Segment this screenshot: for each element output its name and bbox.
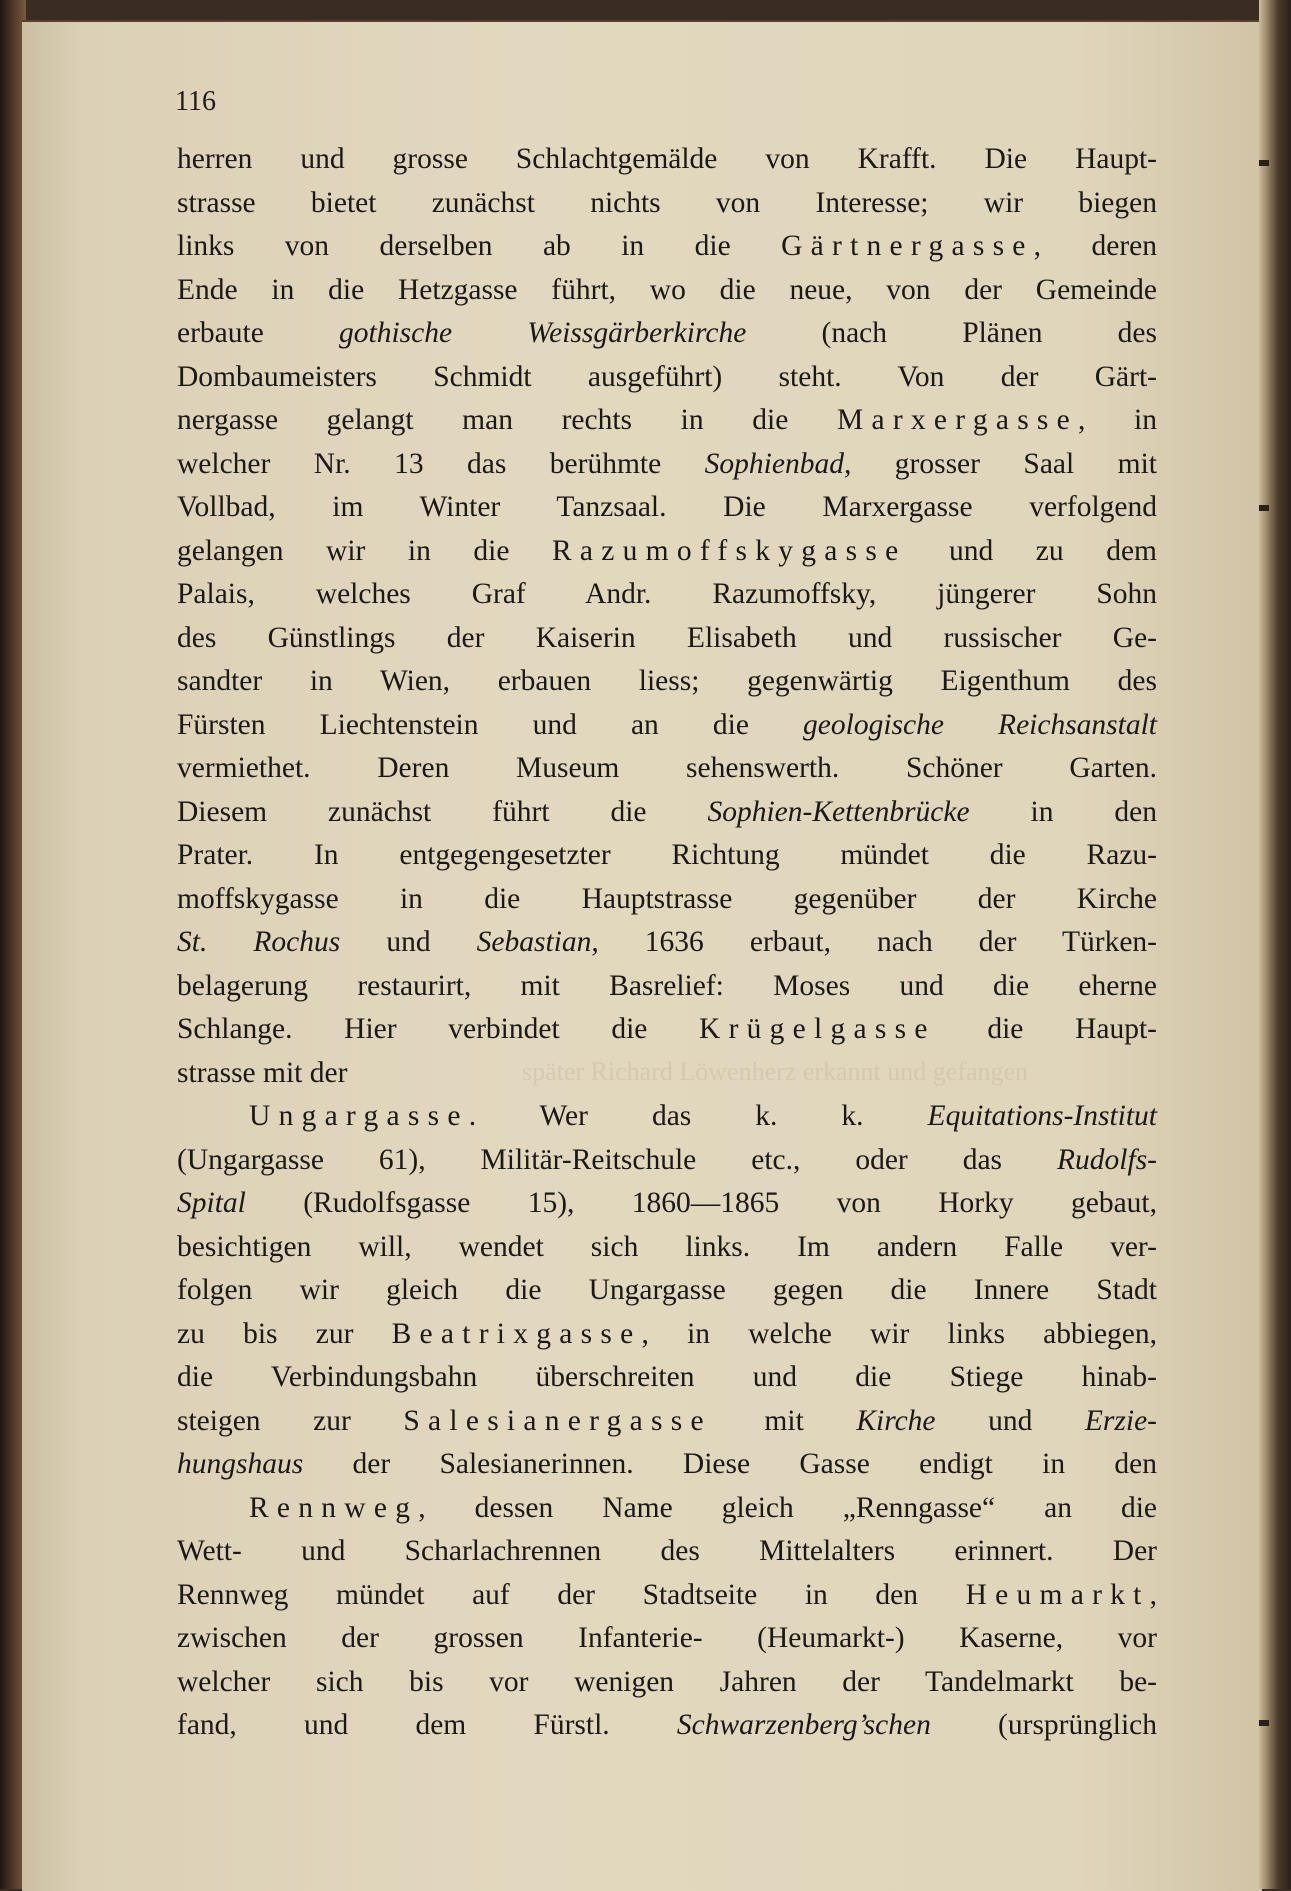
text-line <box>177 356 1157 400</box>
text-run: und zu dem <box>906 534 1157 567</box>
text-line <box>177 878 1157 922</box>
spaced-street-name: Marxergasse <box>836 404 1079 436</box>
text-line <box>177 573 1157 617</box>
text-run: Prater. In entgegengesetzter Richtung mündet die Razu- <box>177 839 1157 871</box>
text-line <box>177 530 1157 574</box>
spaced-street-name: Rennweg <box>249 1491 419 1524</box>
text-run: Ende in die Hetzgasse führt, wo die neue, von der Gemeinde <box>177 273 1157 306</box>
text-line <box>177 399 1157 443</box>
text-line <box>177 1095 1157 1139</box>
italic-text: Schwarzenberg’schen <box>676 1709 931 1741</box>
text-run: Vollbad, im Winter Tanzsaal. Die Marxergasse verfolgend <box>177 491 1157 523</box>
text-line <box>177 269 1157 313</box>
text-run: Schlange. Hier verbindet die <box>177 1013 700 1045</box>
text-line <box>177 1617 1157 1661</box>
italic-text: Sophien-Kettenbrücke <box>707 795 970 828</box>
text-run: 1636 erbaut, nach der Türken- <box>598 926 1157 958</box>
text-run: , dessen Name gleich „Renngasse“ an die <box>418 1491 1157 1524</box>
text-line <box>177 225 1157 269</box>
text-line <box>177 138 1157 182</box>
text-line <box>177 1530 1157 1574</box>
italic-text: Rudolfs- <box>1057 1143 1157 1176</box>
text-run: folgen wir gleich die Ungargasse gegen die Innere Stadt <box>177 1274 1157 1306</box>
italic-text: Spital <box>177 1187 246 1219</box>
text-line <box>177 1182 1157 1226</box>
text-run: zwischen der grossen Infanterie- (Heumarkt-) Kaserne, vor <box>177 1622 1157 1654</box>
italic-text: Kirche <box>856 1404 936 1437</box>
text-run: fand, und dem Fürstl. <box>177 1709 677 1741</box>
text-run: (Rudolfsgasse 15), 1860—1865 von Horky gebaut, <box>245 1187 1157 1219</box>
text-run: Wett- und Scharlachrennen des Mittelalters erinnert. Der <box>177 1535 1157 1567</box>
text-line <box>177 1052 1157 1096</box>
text-run: sandter in Wien, erbauen liess; gegenwärtig Eigenthum des <box>177 665 1157 697</box>
text-run: strasse bietet zunächst nichts von Interesse; wir biegen <box>177 186 1157 219</box>
text-run: welcher sich bis vor wenigen Jahren der Tandelmarkt be- <box>177 1665 1157 1698</box>
book-edge-right <box>1259 0 1291 1889</box>
edge-marker <box>1259 160 1269 166</box>
italic-text: hungshaus <box>177 1448 304 1480</box>
text-run: besichtigen will, wendet sich links. Im andern Falle ver- <box>177 1230 1157 1263</box>
text-run: welcher Nr. 13 das berühmte <box>177 447 705 480</box>
text-line <box>177 834 1157 878</box>
spaced-street-name: Gärtnergasse <box>781 230 1034 262</box>
text-run: Diesem zunächst führt die <box>177 795 708 828</box>
text-run: Dombaumeisters Schmidt ausgeführt) steht. Von der Gärt- <box>177 360 1157 393</box>
text-run: nergasse gelangt man rechts in die <box>177 404 837 436</box>
text-run: des Günstlings der Kaiserin Elisabeth und russischer Ge- <box>177 621 1157 654</box>
text-line <box>177 1574 1157 1618</box>
spaced-street-name: Salesianergasse <box>403 1404 712 1437</box>
text-run: , <box>1149 1578 1157 1611</box>
text-line <box>177 1356 1157 1400</box>
text-line <box>177 1269 1157 1313</box>
text-run: Rennweg mündet auf der Stadtseite in den <box>177 1578 966 1611</box>
text-line <box>177 965 1157 1009</box>
text-run: in den <box>969 795 1158 828</box>
italic-text: Equitations-Institut <box>927 1100 1157 1132</box>
text-line <box>177 1400 1157 1444</box>
text-run: moffskygasse in die Hauptstrasse gegenüber der Kirche <box>177 882 1157 915</box>
text-run: , in welche wir links abbiegen, <box>641 1317 1158 1350</box>
text-run: und <box>935 1404 1085 1437</box>
edge-marker <box>1259 505 1269 511</box>
spaced-street-name: Beatrixgasse <box>391 1317 642 1350</box>
text-line <box>177 1313 1157 1357</box>
text-run: , in <box>1078 404 1158 436</box>
text-run: , deren <box>1033 230 1157 262</box>
text-line <box>177 1704 1157 1748</box>
text-line <box>177 486 1157 530</box>
text-line <box>177 1487 1157 1531</box>
text-run: die Verbindungsbahn überschreiten und die Stiege hinab- <box>177 1361 1157 1393</box>
text-run: links von derselben ab in die <box>177 230 782 262</box>
text-run: erbaute <box>177 317 339 349</box>
text-line <box>177 1226 1157 1270</box>
text-line <box>177 747 1157 791</box>
text-run: steigen zur <box>177 1404 404 1437</box>
text-run: vermiethet. Deren Museum sehenswerth. Schöner Garten. <box>177 752 1157 784</box>
text-run: gelangen wir in die <box>177 534 552 567</box>
text-run: (nach Plänen des <box>746 317 1158 349</box>
body-text <box>177 138 1157 1748</box>
text-run: Palais, welches Graf Andr. Razumoffsky, jüngerer Sohn <box>177 578 1157 610</box>
italic-text: Sebastian, <box>476 926 599 958</box>
italic-text: geologische Reichsanstalt <box>803 708 1158 741</box>
italic-text: St. Rochus <box>177 926 341 958</box>
text-run: strasse mit der <box>177 1056 348 1089</box>
show-through-text: später Richard Löwenherz erkannt und gefangen <box>522 1057 1029 1086</box>
text-line <box>177 921 1157 965</box>
text-run: Fürsten Liechtenstein und an die <box>177 708 804 741</box>
text-run: die Haupt- <box>935 1013 1157 1045</box>
text-run: mit <box>711 1404 857 1437</box>
text-line <box>177 1139 1157 1183</box>
text-run: (ursprünglich <box>930 1709 1157 1741</box>
text-line <box>177 1443 1157 1487</box>
text-line <box>177 312 1157 356</box>
text-line <box>177 660 1157 704</box>
text-run: der Salesianerinnen. Diese Gasse endigt in den <box>303 1448 1157 1480</box>
spaced-street-name: Ungargasse <box>249 1100 469 1132</box>
text-line <box>177 1661 1157 1705</box>
text-line <box>177 182 1157 226</box>
spaced-street-name: Heumarkt <box>965 1578 1150 1611</box>
text-line <box>177 704 1157 748</box>
text-run: belagerung restaurirt, mit Basrelief: Moses und die eherne <box>177 969 1157 1002</box>
italic-text: gothische Weissgärberkirche <box>339 317 747 349</box>
text-line <box>177 443 1157 487</box>
italic-text: Sophienbad, <box>704 447 852 480</box>
text-run: (Ungargasse 61), Militär-Reitschule etc., oder das <box>177 1143 1058 1176</box>
text-run: herren und grosse Schlachtgemälde von Krafft. Die Haupt- <box>177 143 1157 175</box>
page-number: 116 <box>175 86 216 117</box>
text-run: . Wer das k. k. <box>468 1100 928 1132</box>
text-line <box>177 1008 1157 1052</box>
spaced-street-name: Razumoffskygasse <box>551 534 907 567</box>
text-run: grosser Saal mit <box>851 447 1157 480</box>
text-line <box>177 617 1157 661</box>
text-run: und <box>340 926 477 958</box>
text-run: zu bis zur <box>177 1317 392 1350</box>
text-line <box>177 791 1157 835</box>
edge-marker <box>1259 1720 1269 1726</box>
italic-text: Erzie- <box>1084 1404 1157 1437</box>
spaced-street-name: Krügelgasse <box>699 1013 936 1045</box>
